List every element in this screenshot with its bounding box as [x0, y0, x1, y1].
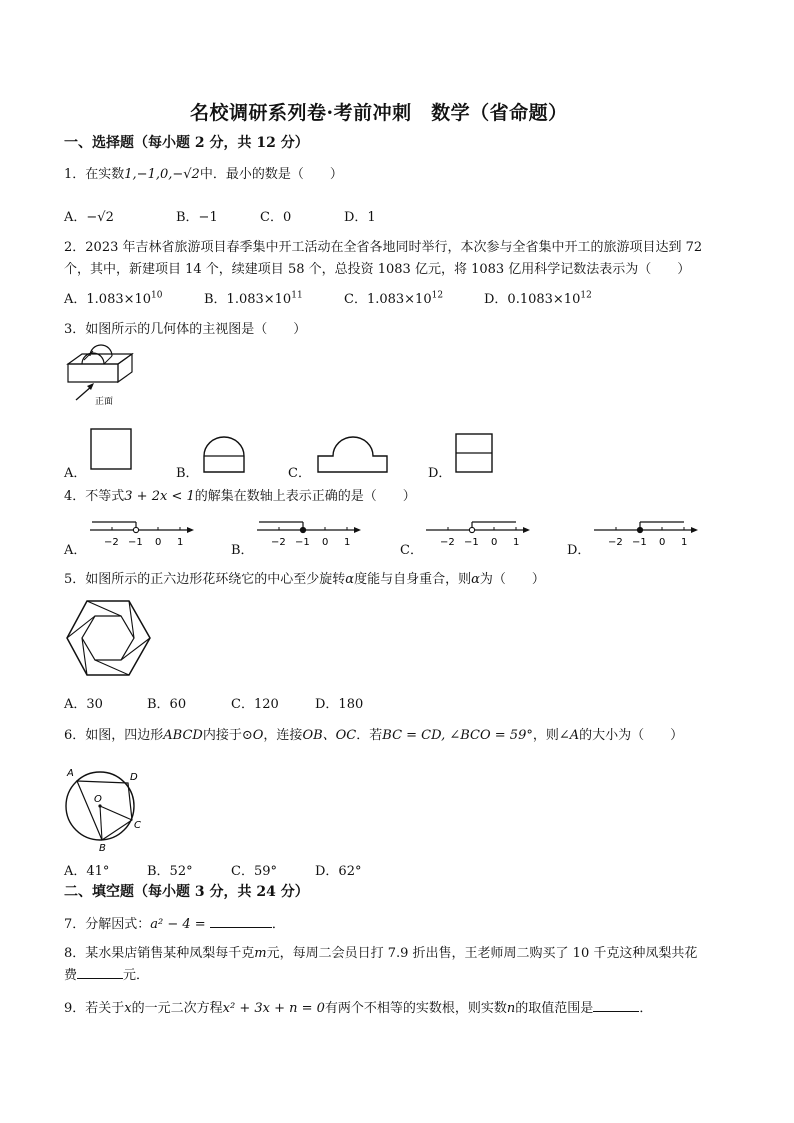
q4-math: 3 + 2x < 1	[124, 489, 195, 504]
q6-text-mid2: ，连接	[263, 728, 303, 743]
q4-option-a-number-line[interactable]	[88, 516, 198, 550]
q4b-tick-neg2: −2	[271, 537, 286, 548]
q9-text-mid2: 有两个不相等的实数根，则实数	[324, 1001, 507, 1016]
q3-solid-figure	[60, 346, 140, 408]
q3-option-b-figure[interactable]	[203, 436, 247, 474]
question-5	[64, 568, 545, 587]
q4-option-c-number-line[interactable]	[424, 516, 534, 550]
q3-option-c-figure[interactable]	[317, 436, 389, 474]
q4-option-c[interactable]: C．	[400, 543, 423, 558]
q5-hexagon-wreath-figure	[66, 600, 152, 678]
q2-option-c[interactable]	[344, 288, 443, 307]
question-3: 3．如图所示的几何体的主视图是（ ）	[64, 322, 307, 337]
q9-var-x: x	[124, 1001, 132, 1016]
q2-option-c-label: C．1.083×10	[344, 292, 432, 307]
q5-text-post: 为（ ）	[479, 572, 545, 587]
q4c-tick-neg2: −2	[440, 537, 455, 548]
q5-option-b[interactable]: B．60	[147, 697, 187, 712]
q6-label-c: C	[134, 820, 141, 831]
q5-var-alpha-2: α	[471, 572, 480, 587]
q2-option-d-exp: 12	[580, 290, 592, 301]
q3-option-d[interactable]: D．	[428, 466, 452, 481]
q4d-tick-0: 0	[659, 537, 666, 548]
q5-var-alpha: α	[345, 572, 355, 587]
q6-option-d[interactable]: D．62°	[315, 864, 362, 879]
q3-option-d-figure[interactable]	[455, 433, 495, 475]
q5-text-pre: 5．如图所示的正六边形花环绕它的中心至少旋转	[64, 572, 346, 587]
q1-math: 1,−1,0,−√2	[124, 167, 200, 182]
q6-option-b[interactable]: B．52°	[147, 864, 193, 879]
q9-answer-blank[interactable]	[593, 999, 639, 1012]
question-2-line-2: 个，其中，新建项目 14 个，续建项目 58 个，总投资 1083 亿元，将 1083 亿用科学记数法表示为（ ）	[64, 262, 691, 277]
q1-option-b[interactable]: B．−1	[176, 210, 218, 225]
question-4	[64, 485, 416, 504]
q6-circle-figure	[62, 764, 148, 854]
section-heading-fill: 二、填空题（每小题 3 分，共 24 分）	[64, 884, 309, 900]
q8-text-2a: 费	[64, 968, 78, 983]
q9-var-n: n	[506, 1001, 516, 1016]
q6-label-d: D	[130, 772, 138, 783]
q4-option-d-number-line[interactable]	[592, 516, 702, 550]
question-6	[64, 724, 683, 743]
q2-option-a[interactable]	[64, 288, 163, 307]
q6-label-b: B	[99, 843, 106, 854]
question-8-line-1	[64, 942, 697, 961]
q8-text-2b: 元．	[123, 968, 150, 983]
q2-option-c-exp: 12	[431, 290, 444, 301]
q4b-tick-1: 1	[344, 537, 351, 548]
q2-option-b[interactable]	[204, 288, 303, 307]
q6-text-mid4: ，则	[532, 728, 559, 743]
q4a-tick-0: 0	[155, 537, 162, 548]
q3-front-label: 正面	[95, 397, 114, 407]
q4d-tick-neg2: −2	[608, 537, 623, 548]
q8-var-m: m	[254, 946, 267, 961]
q4a-tick-neg1: −1	[128, 537, 143, 548]
q1-option-d[interactable]: D．1	[344, 210, 376, 225]
q4d-tick-1: 1	[681, 537, 688, 548]
q7-text-pre: 7．分解因式：	[64, 917, 151, 932]
q1-option-c[interactable]: C．0	[260, 210, 292, 225]
q6-circle: ⊙O	[241, 728, 264, 743]
q3-option-b[interactable]: B．	[176, 466, 199, 481]
q2-option-d[interactable]	[484, 288, 592, 307]
q1-text-post: 中．最小的数是（ ）	[199, 167, 343, 182]
q4c-tick-neg1: −1	[464, 537, 479, 548]
q5-text-mid: 度能与自身重合，则	[354, 572, 472, 587]
q1-text-pre: 1．在实数	[64, 167, 125, 182]
q6-segments: OB、OC	[302, 728, 357, 743]
q3-option-c[interactable]: C．	[288, 466, 311, 481]
q3-option-a-figure[interactable]	[90, 428, 134, 472]
q4c-tick-1: 1	[513, 537, 520, 548]
q2-option-a-label: A．1.083×10	[64, 292, 152, 307]
q2-option-d-label: D．0.1083×10	[484, 292, 581, 307]
q3-option-a[interactable]: A．	[64, 466, 87, 481]
q4-text-post: 的解集在数轴上表示正确的是（ ）	[194, 489, 416, 504]
q4-option-d[interactable]: D．	[567, 543, 591, 558]
q6-quad: ABCD	[163, 728, 203, 743]
q9-text-end: ．	[639, 1001, 653, 1016]
q6-condition: BC = CD, ∠BCO = 59°	[382, 728, 533, 743]
q2-option-b-label: B．1.083×10	[204, 292, 292, 307]
q6-label-o: O	[94, 794, 102, 805]
q7-math: a² − 4 =	[150, 917, 206, 932]
q4b-tick-neg1: −1	[295, 537, 310, 548]
q8-answer-blank[interactable]	[77, 966, 123, 979]
q9-text-pre: 9．若关于	[64, 1001, 125, 1016]
q4-option-b-number-line[interactable]	[255, 516, 365, 550]
q6-label-a: A	[67, 768, 74, 779]
q1-option-a[interactable]: A．−√2	[64, 210, 114, 225]
q7-answer-blank[interactable]	[210, 915, 272, 928]
q6-text-mid1: 内接于	[202, 728, 242, 743]
q5-option-d[interactable]: D．180	[315, 697, 364, 712]
q5-option-a[interactable]: A．30	[64, 697, 103, 712]
question-8-line-2	[64, 964, 149, 983]
q4b-tick-0: 0	[322, 537, 329, 548]
section-heading-choice: 一、选择题（每小题 2 分，共 12 分）	[64, 135, 309, 151]
q9-equation: x² + 3x + n = 0	[222, 1001, 325, 1016]
question-1	[64, 163, 343, 182]
q4-option-a[interactable]: A．	[64, 543, 87, 558]
q6-option-c[interactable]: C．59°	[231, 864, 277, 879]
q6-option-a[interactable]: A．41°	[64, 864, 110, 879]
q4-text-pre: 4．不等式	[64, 489, 125, 504]
page-title: 名校调研系列卷·考前冲刺 数学（省命题）	[190, 102, 568, 124]
q8-text-1: 8．某水果店销售某种凤梨每千克	[64, 946, 255, 961]
question-9	[64, 997, 652, 1016]
q4c-tick-0: 0	[491, 537, 498, 548]
q2-option-b-exp: 11	[291, 290, 303, 301]
q4-option-b[interactable]: B．	[231, 543, 254, 558]
q8-text-1b: 元，每周二会员日打 7.9 折出售，王老师周二购买了 10 千克这种凤梨共花	[266, 946, 698, 961]
q9-text-post: 的取值范围是	[515, 1001, 594, 1016]
q6-text-mid3: ．若	[356, 728, 383, 743]
q9-text-mid: 的一元二次方程	[131, 1001, 223, 1016]
q2-option-a-exp: 10	[151, 290, 163, 301]
q6-text-pre: 6．如图，四边形	[64, 728, 164, 743]
question-7	[64, 913, 285, 932]
q4d-tick-neg1: −1	[632, 537, 647, 548]
q5-option-c[interactable]: C．120	[231, 697, 279, 712]
q4a-tick-1: 1	[177, 537, 184, 548]
q4a-tick-neg2: −2	[104, 537, 119, 548]
q6-text-post: 的大小为（ ）	[579, 728, 684, 743]
question-2-line-1: 2．2023 年吉林省旅游项目春季集中开工活动在全省各地同时举行，本次参与全省集中开工的旅游项目达到 72	[64, 240, 703, 255]
q6-angle-a: ∠A	[558, 728, 580, 743]
q7-text-post: ．	[271, 917, 285, 932]
